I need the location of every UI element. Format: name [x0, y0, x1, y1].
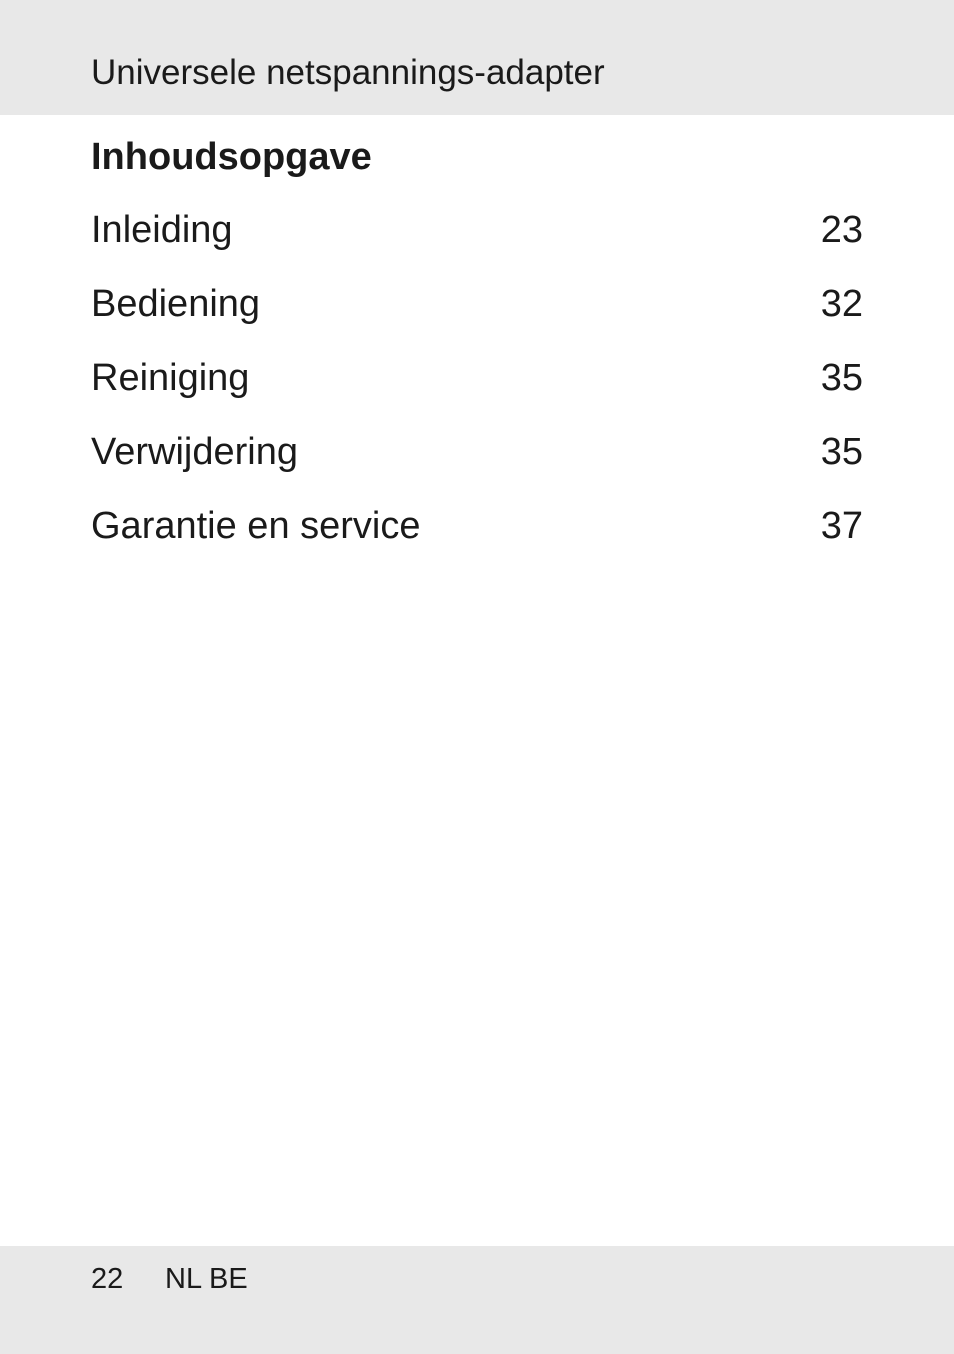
toc-entry-page: 23	[820, 209, 863, 251]
toc-entry-label: Inleiding	[91, 209, 233, 251]
toc-entry-page: 32	[820, 283, 863, 325]
toc-entry-garantie-en-service[interactable]	[91, 501, 863, 575]
toc-entry-page: 35	[820, 431, 863, 473]
toc-entry-inleiding[interactable]	[91, 205, 863, 279]
footer-page-number: 22	[91, 1263, 124, 1295]
toc-entry-page: 35	[820, 357, 863, 399]
footer-language-code: NL BE	[165, 1263, 248, 1295]
footer-band	[0, 1246, 954, 1354]
toc-entry-page: 37	[820, 505, 863, 547]
toc-entry-reiniging[interactable]	[91, 353, 863, 427]
toc-entry-label: Reiniging	[91, 357, 250, 399]
toc-entry-label: Verwijdering	[91, 431, 298, 473]
table-of-contents	[91, 205, 863, 575]
toc-entry-label: Bediening	[91, 283, 261, 325]
document-title: Universele netspannings-adapter	[91, 53, 605, 92]
toc-entry-bediening[interactable]	[91, 279, 863, 353]
toc-entry-verwijdering[interactable]	[91, 427, 863, 501]
toc-entry-label: Garantie en service	[91, 505, 421, 547]
toc-heading: Inhoudsopgave	[91, 136, 372, 178]
